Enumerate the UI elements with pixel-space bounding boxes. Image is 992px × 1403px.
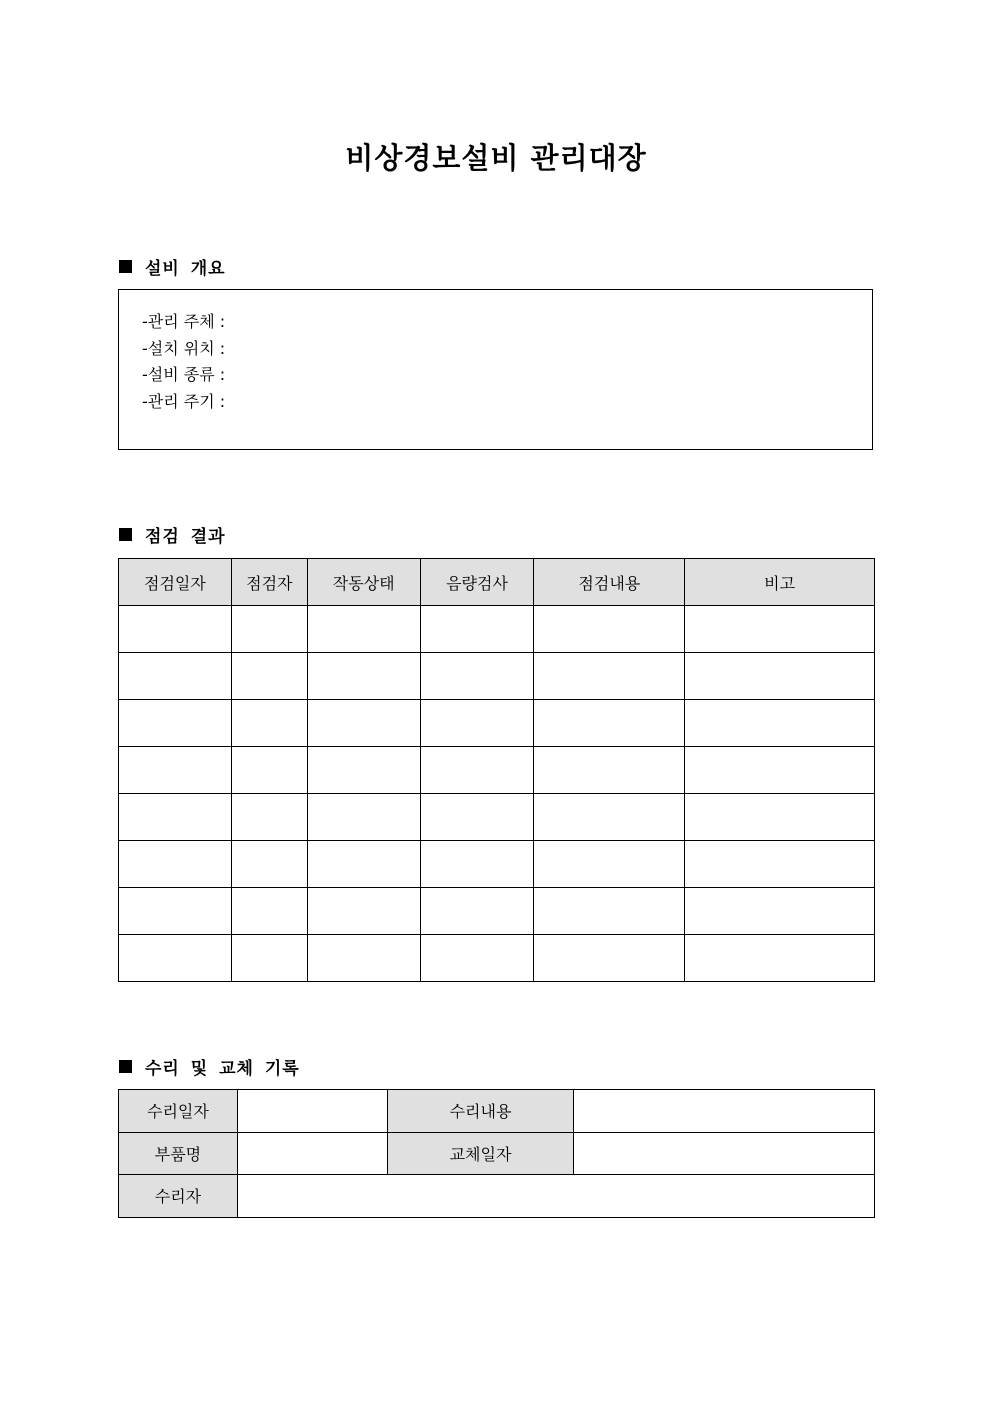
repair-heading-label: 수리 및 교체 기록 xyxy=(145,1059,300,1079)
part-name-label: 부품명 xyxy=(119,1132,238,1175)
cell-remarks[interactable] xyxy=(685,888,875,935)
cell-remarks[interactable] xyxy=(685,606,875,653)
table-row xyxy=(119,700,875,747)
overview-list xyxy=(142,309,225,416)
table-row xyxy=(119,653,875,700)
cell-remarks[interactable] xyxy=(685,747,875,794)
repair-content-label: 수리내용 xyxy=(387,1090,574,1133)
cell-remarks[interactable] xyxy=(685,653,875,700)
cell-operation-status[interactable] xyxy=(307,888,420,935)
replace-date-field[interactable] xyxy=(574,1132,875,1175)
cell-volume-test[interactable] xyxy=(420,888,534,935)
replace-date-label: 교체일자 xyxy=(387,1132,574,1175)
repairer-field[interactable] xyxy=(237,1175,874,1218)
cell-volume-test[interactable] xyxy=(420,841,534,888)
cell-details[interactable] xyxy=(534,888,685,935)
cell-date[interactable] xyxy=(119,841,232,888)
table-row xyxy=(119,1090,875,1133)
cell-inspector[interactable] xyxy=(231,606,307,653)
cell-operation-status[interactable] xyxy=(307,700,420,747)
cell-operation-status[interactable] xyxy=(307,794,420,841)
column-header-details: 점검내용 xyxy=(534,559,685,606)
cell-remarks[interactable] xyxy=(685,841,875,888)
cell-inspector[interactable] xyxy=(231,888,307,935)
cell-operation-status[interactable] xyxy=(307,747,420,794)
cell-operation-status[interactable] xyxy=(307,841,420,888)
page-title: 비상경보설비 관리대장 xyxy=(345,141,647,175)
repair-date-field[interactable] xyxy=(237,1090,387,1133)
cell-operation-status[interactable] xyxy=(307,935,420,982)
cell-details[interactable] xyxy=(534,653,685,700)
overview-item-location[interactable]: -설치 위치 : xyxy=(142,338,226,358)
cell-volume-test[interactable] xyxy=(420,606,534,653)
inspection-body xyxy=(119,606,875,982)
cell-volume-test[interactable] xyxy=(420,653,534,700)
cell-date[interactable] xyxy=(119,747,232,794)
column-header-date: 점검일자 xyxy=(119,559,232,606)
overview-item-manager[interactable]: -관리 주체 : xyxy=(142,312,226,331)
cell-inspector[interactable] xyxy=(231,700,307,747)
cell-date[interactable] xyxy=(119,935,232,982)
repair-date-label: 수리일자 xyxy=(119,1090,238,1133)
cell-details[interactable] xyxy=(534,841,685,888)
table-row xyxy=(119,888,875,935)
cell-remarks[interactable] xyxy=(685,700,875,747)
cell-inspector[interactable] xyxy=(231,747,307,794)
cell-remarks[interactable] xyxy=(685,935,875,982)
repair-heading xyxy=(119,1054,300,1079)
inspection-heading-label: 점검 결과 xyxy=(145,527,226,547)
table-row xyxy=(119,794,875,841)
overview-box xyxy=(118,289,873,450)
overview-item-cycle[interactable]: -관리 주기 : xyxy=(142,392,226,412)
cell-inspector[interactable] xyxy=(231,653,307,700)
cell-remarks[interactable] xyxy=(685,794,875,841)
cell-operation-status[interactable] xyxy=(307,653,420,700)
cell-details[interactable] xyxy=(534,794,685,841)
inspection-header-row xyxy=(119,559,875,606)
repairer-label: 수리자 xyxy=(119,1175,238,1218)
cell-inspector[interactable] xyxy=(231,794,307,841)
cell-details[interactable] xyxy=(534,606,685,653)
cell-date[interactable] xyxy=(119,794,232,841)
repair-table xyxy=(118,1089,875,1218)
cell-date[interactable] xyxy=(119,606,232,653)
table-row xyxy=(119,841,875,888)
cell-volume-test[interactable] xyxy=(420,747,534,794)
square-bullet-icon xyxy=(119,260,132,273)
cell-inspector[interactable] xyxy=(231,841,307,888)
cell-date[interactable] xyxy=(119,700,232,747)
cell-date[interactable] xyxy=(119,653,232,700)
cell-details[interactable] xyxy=(534,935,685,982)
overview-heading xyxy=(119,254,226,279)
inspection-heading xyxy=(119,522,226,547)
table-row xyxy=(119,935,875,982)
overview-heading-label: 설비 개요 xyxy=(145,259,226,279)
cell-date[interactable] xyxy=(119,888,232,935)
table-row xyxy=(119,606,875,653)
cell-volume-test[interactable] xyxy=(420,935,534,982)
column-header-remarks: 비고 xyxy=(685,559,875,606)
cell-details[interactable] xyxy=(534,747,685,794)
cell-details[interactable] xyxy=(534,700,685,747)
cell-inspector[interactable] xyxy=(231,935,307,982)
square-bullet-icon xyxy=(119,1060,132,1073)
inspection-table xyxy=(118,558,875,982)
cell-volume-test[interactable] xyxy=(420,794,534,841)
cell-operation-status[interactable] xyxy=(307,606,420,653)
table-row xyxy=(119,1132,875,1175)
cell-volume-test[interactable] xyxy=(420,700,534,747)
square-bullet-icon xyxy=(119,528,132,541)
column-header-volume-test: 음량검사 xyxy=(420,559,534,606)
table-row xyxy=(119,747,875,794)
part-name-field[interactable] xyxy=(237,1132,387,1175)
table-row xyxy=(119,1175,875,1218)
repair-content-field[interactable] xyxy=(574,1090,875,1133)
overview-item-type[interactable]: -설비 종류 : xyxy=(142,365,226,385)
column-header-inspector: 점검자 xyxy=(231,559,307,606)
column-header-operation-status: 작동상태 xyxy=(307,559,420,606)
